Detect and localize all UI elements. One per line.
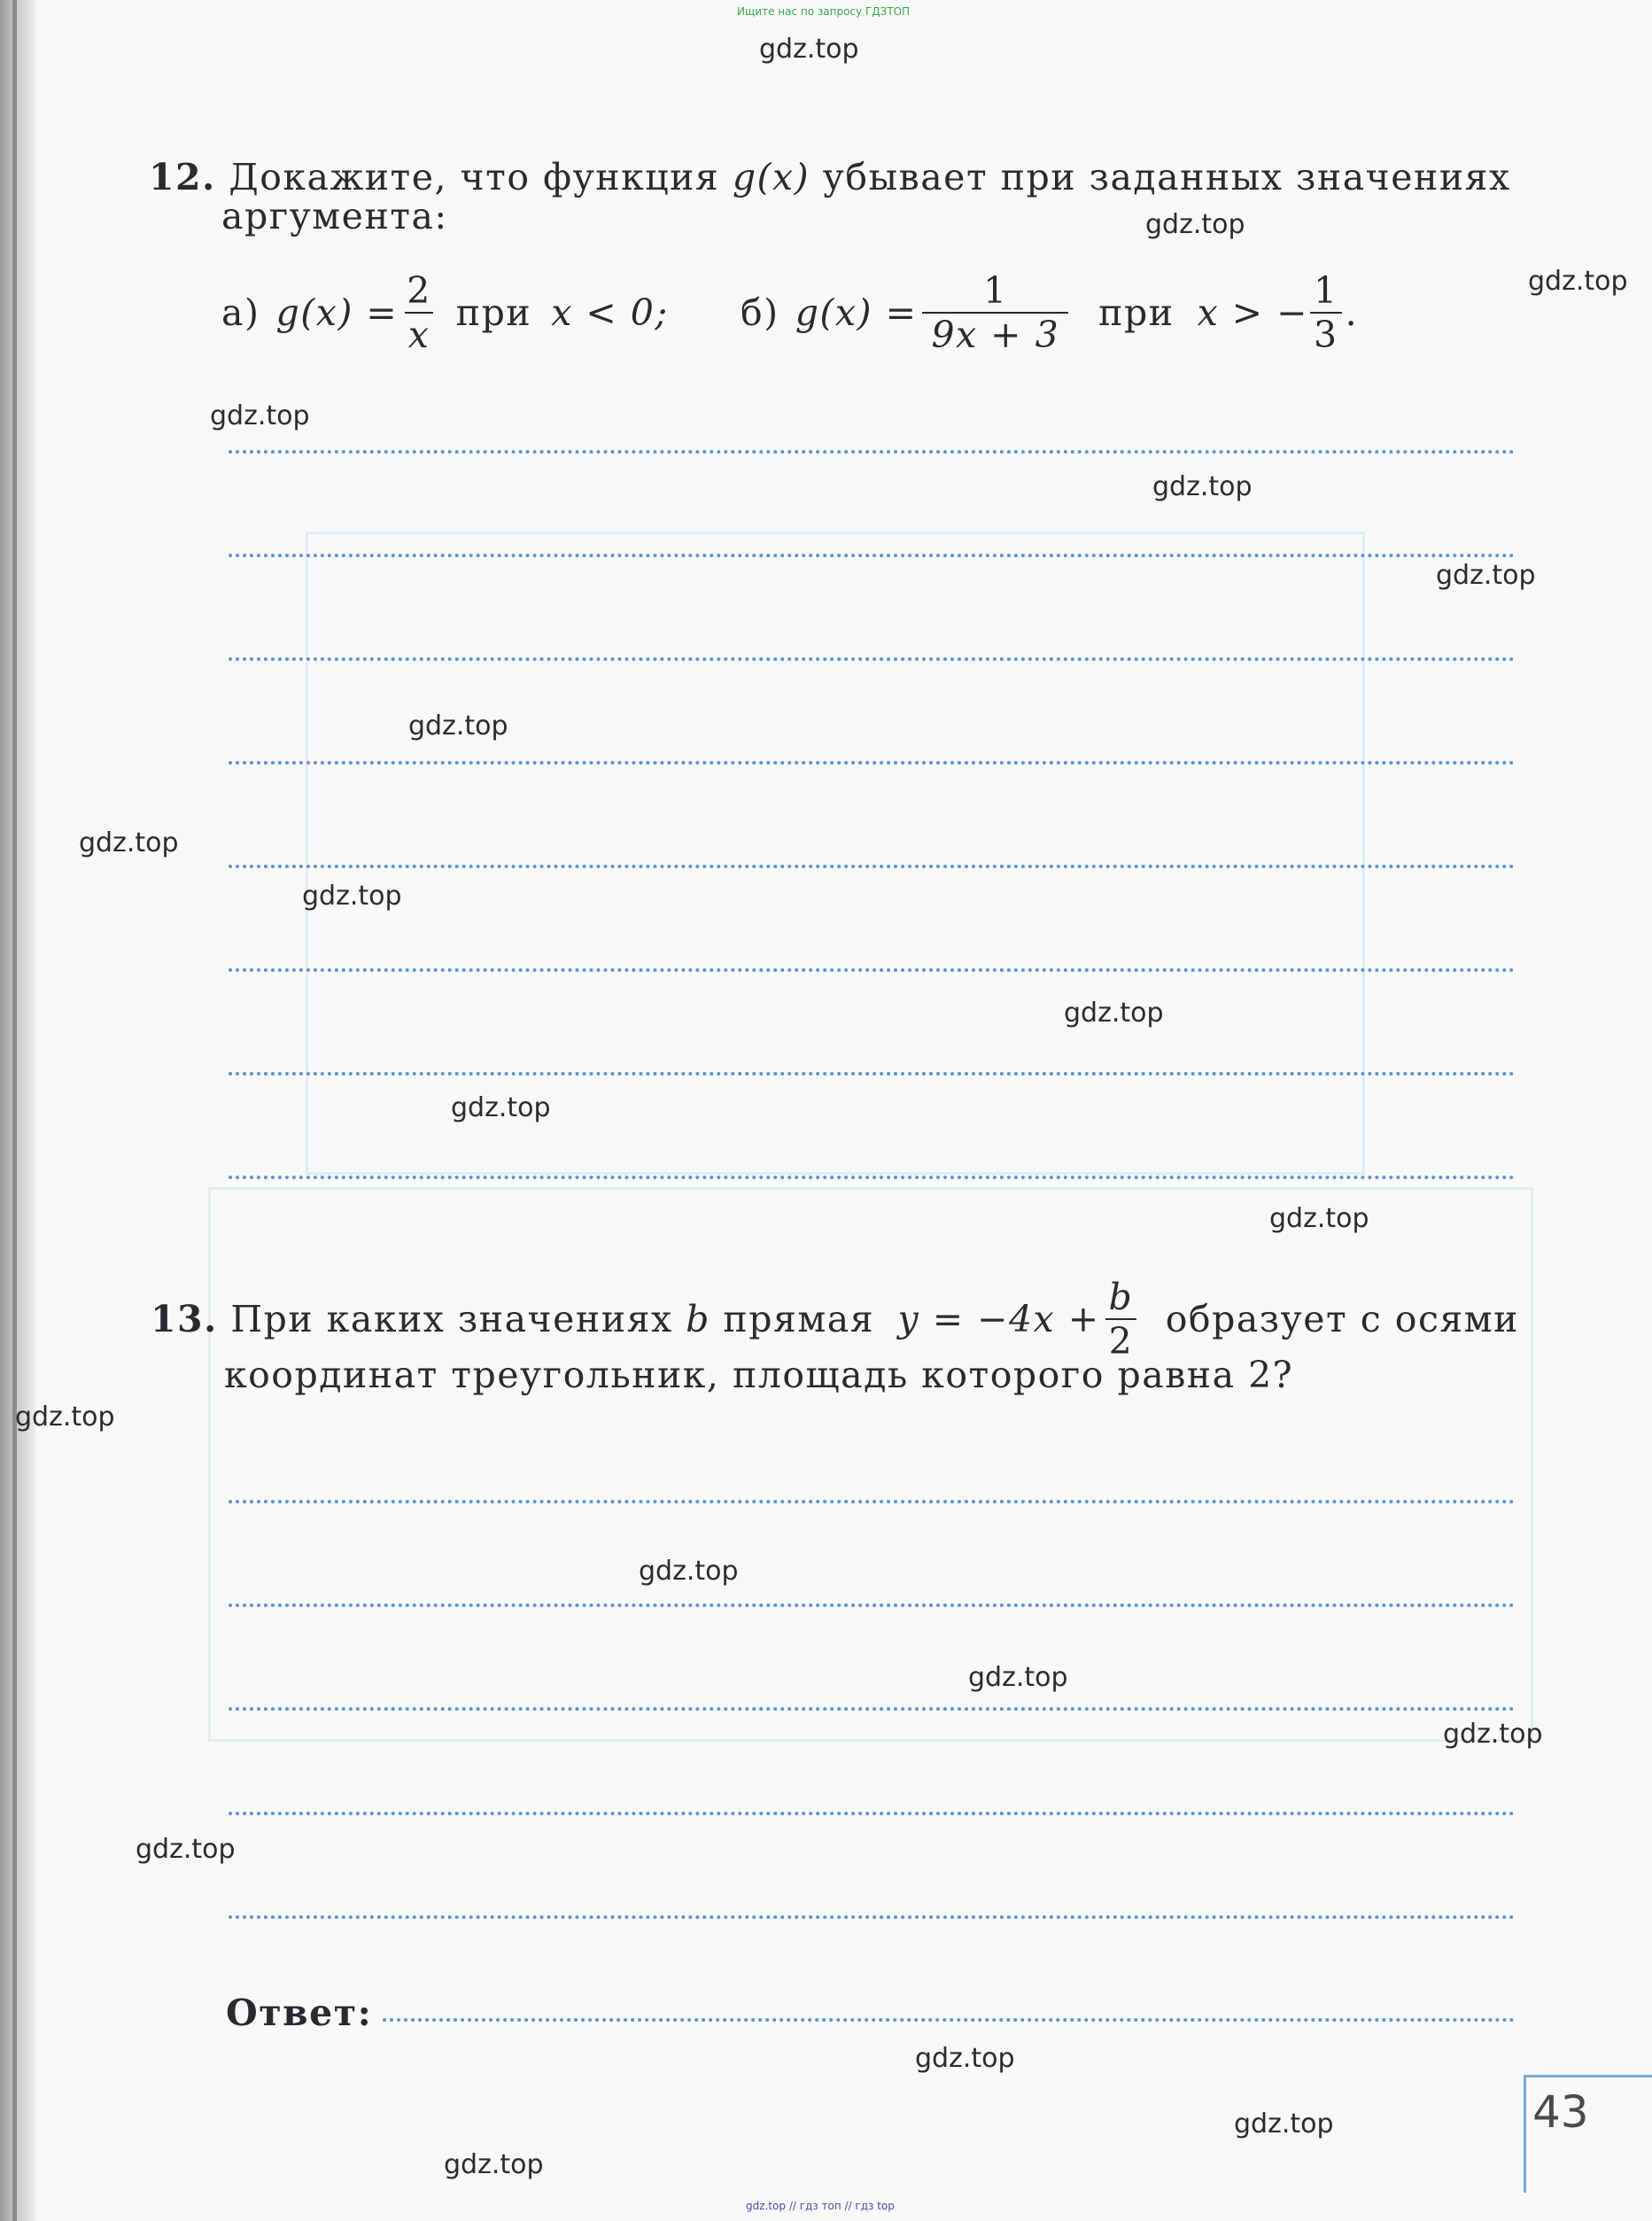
- task-12-text-2: убывает при заданных значениях: [822, 156, 1511, 198]
- watermark: gdz.top: [1152, 471, 1253, 502]
- answer-line[interactable]: [229, 1812, 1515, 1815]
- task-12-function: g(x): [732, 156, 810, 198]
- part-b-end: .: [1345, 291, 1359, 334]
- task-13-text-3: образует с осями: [1165, 1298, 1519, 1340]
- task-13-eq-numerator: b: [1108, 1276, 1134, 1318]
- watermark: gdz.top: [451, 1092, 551, 1123]
- watermark: gdz.top: [968, 1662, 1068, 1693]
- answer-line[interactable]: [229, 761, 1515, 765]
- part-b-condition: x > −: [1197, 291, 1308, 334]
- part-a-denominator: x: [405, 312, 434, 354]
- footer-watermark: gdz.top // гдз топ // гдз top: [746, 2200, 895, 2212]
- part-b-cond-denominator: 3: [1310, 312, 1342, 354]
- watermark: gdz.top: [1269, 1203, 1369, 1234]
- show-through-grid: [306, 532, 1365, 1175]
- task-13-eq-denominator: 2: [1105, 1318, 1137, 1361]
- answer-label: Ответ:: [226, 1992, 373, 2034]
- watermark: gdz.top: [408, 711, 508, 742]
- task-12-text-3: аргумента:: [221, 195, 448, 237]
- answer-input-line[interactable]: [383, 2018, 1515, 2022]
- answer-line[interactable]: [229, 1604, 1515, 1607]
- watermark: gdz.top: [302, 881, 402, 912]
- answer-line[interactable]: [229, 1707, 1515, 1711]
- task-12-number: 12.: [149, 156, 216, 198]
- answer-line[interactable]: [229, 657, 1515, 661]
- watermark: gdz.top: [639, 1556, 739, 1587]
- watermark: gdz.top: [1145, 209, 1245, 240]
- answer-line[interactable]: [229, 1072, 1515, 1076]
- answer-line[interactable]: [229, 1176, 1515, 1179]
- answer-line[interactable]: [229, 554, 1515, 557]
- watermark: gdz.top: [79, 827, 179, 858]
- part-b-cond-word: при: [1098, 291, 1175, 334]
- part-b-fraction: [922, 271, 1068, 354]
- watermark: gdz.top: [444, 2149, 544, 2180]
- task-13-text-4: координат треугольник, площадь которого равна 2?: [224, 1354, 1294, 1396]
- watermark: gdz.top: [136, 1834, 236, 1865]
- part-b-cond-fraction: [1310, 271, 1342, 354]
- part-a-function: g(x) =: [275, 291, 399, 334]
- part-a-cond-word: при: [455, 291, 532, 334]
- watermark: gdz.top: [759, 34, 859, 65]
- task-13-lead: [151, 1300, 874, 1339]
- task-13-eq-fraction: [1105, 1277, 1137, 1361]
- answer-line[interactable]: [229, 1915, 1515, 1919]
- task-12-part-a: [221, 271, 669, 354]
- task-12-part-b: [741, 271, 1358, 354]
- part-b-label: б): [741, 291, 779, 334]
- answer-line[interactable]: [229, 450, 1515, 454]
- task-13-statement: [151, 1277, 1519, 1361]
- part-b-function: g(x) =: [795, 291, 918, 334]
- show-through-table: [208, 1187, 1533, 1742]
- part-a-fraction: [403, 271, 435, 354]
- watermark: gdz.top: [1443, 1719, 1543, 1750]
- task-12-statement: [149, 158, 1517, 197]
- page-number: 43: [1532, 2086, 1589, 2138]
- task-13-number: 13.: [151, 1298, 218, 1340]
- part-b-cond-numerator: 1: [1313, 269, 1338, 312]
- page-binding-edge: [12, 0, 17, 2221]
- part-b-denominator: 9x + 3: [922, 312, 1068, 354]
- answer-line[interactable]: [229, 968, 1515, 972]
- task-13-var-b: b: [686, 1298, 710, 1340]
- watermark: gdz.top: [1436, 560, 1536, 591]
- watermark: gdz.top: [1064, 998, 1164, 1029]
- task-12-text-1: Докажите, что функция: [229, 156, 720, 198]
- watermark: gdz.top: [210, 400, 310, 431]
- answer-line[interactable]: [229, 865, 1515, 868]
- task-13-text-2: прямая: [723, 1298, 875, 1340]
- search-hint: Ищите нас по запросу ГДЗТОП: [737, 5, 911, 18]
- part-b-numerator: 1: [983, 269, 1008, 312]
- task-13-eq: y = −4x +: [897, 1298, 1100, 1340]
- part-a-label: а): [221, 291, 260, 334]
- watermark: gdz.top: [15, 1402, 115, 1433]
- task-13-text-1: При каких значениях: [230, 1298, 673, 1340]
- task-13-statement-line-2: [224, 1355, 1293, 1394]
- page-binding-shadow: [0, 0, 35, 2221]
- task-13-equation: [898, 1277, 1143, 1361]
- task-12-statement-line-2: [221, 197, 448, 236]
- watermark: gdz.top: [1234, 2108, 1334, 2139]
- watermark: gdz.top: [1528, 266, 1628, 297]
- answer-line[interactable]: [229, 1500, 1515, 1503]
- part-a-condition: x < 0;: [551, 291, 669, 334]
- watermark: gdz.top: [915, 2043, 1015, 2074]
- part-a-numerator: 2: [407, 269, 431, 312]
